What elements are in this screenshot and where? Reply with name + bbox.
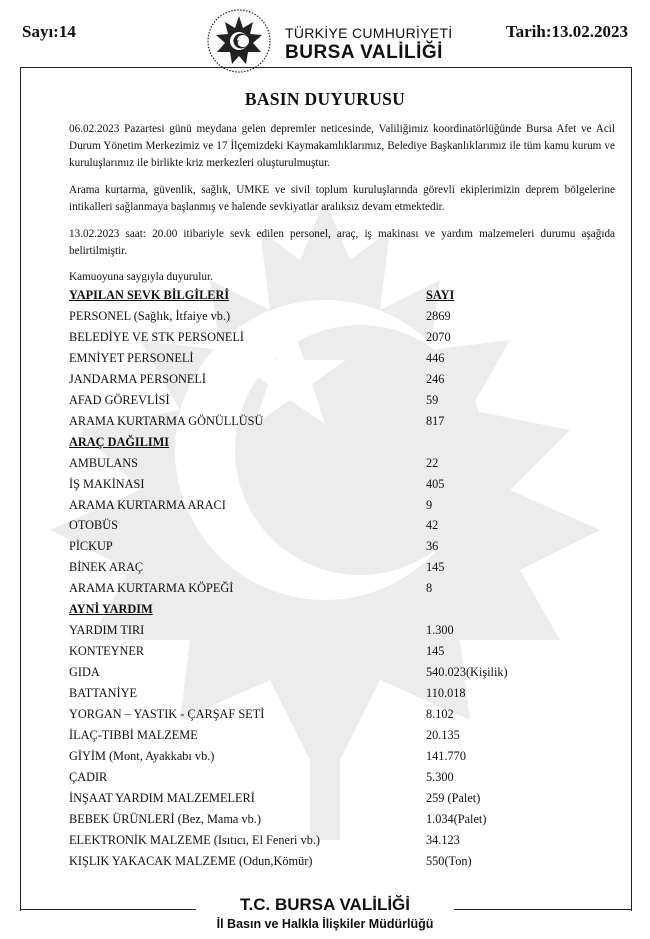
table-row <box>69 749 609 769</box>
item-label: YORGAN – YASTIK - ÇARŞAF SETİ <box>69 707 265 721</box>
table-row <box>69 560 609 580</box>
item-label: AMBULANS <box>69 455 139 470</box>
item-count: 9 <box>426 497 433 512</box>
table-row <box>69 414 609 434</box>
org-name-line1: TÜRKİYE CUMHURİYETİ <box>285 25 453 41</box>
table-row <box>69 309 609 329</box>
section-header-row <box>69 435 609 455</box>
table-row <box>69 854 609 874</box>
item-count: 34.123 <box>426 832 460 847</box>
item-count: 5.300 <box>426 769 454 784</box>
item-count: 2070 <box>426 329 451 344</box>
governorship-emblem-icon <box>206 8 272 74</box>
item-count: 246 <box>426 371 445 386</box>
table-row <box>69 728 609 748</box>
section-header-row <box>69 602 609 622</box>
paragraph-4 <box>69 269 615 286</box>
paragraph-2-text: Arama kurtarma, güvenlik, sağlık, UMKE ve sivil toplum kuruluşlarında görevli ekiplerimizin deprem bölgelerine intikalleri sağlanmaya başlanmış ve halende sevkiyatlar aralıksız devam etmektedir. <box>69 184 615 213</box>
table-row <box>69 791 609 811</box>
item-count: 42 <box>426 518 439 533</box>
table-row <box>69 498 609 518</box>
table-row <box>69 686 609 706</box>
table-row <box>69 644 609 664</box>
table-row <box>69 665 609 685</box>
item-count: 8.102 <box>426 707 454 721</box>
item-count: 446 <box>426 350 445 365</box>
item-count: 59 <box>426 392 439 407</box>
item-count: 110.018 <box>426 686 466 701</box>
item-label: ÇADIR <box>69 769 108 784</box>
item-label: YARDIM TIRI <box>69 623 145 638</box>
table-row <box>69 456 609 476</box>
item-label: ELEKTRONİK MALZEME (Isıtıcı, El Feneri vb.) <box>69 832 321 847</box>
table-row <box>69 539 609 559</box>
item-count: 145 <box>426 644 445 659</box>
table-row <box>69 393 609 413</box>
item-label: BEBEK ÜRÜNLERİ (Bez, Mama vb.) <box>69 811 261 826</box>
section-title: ARAÇ DAĞILIMI <box>69 434 170 449</box>
table-row <box>69 477 609 497</box>
item-label: BELEDİYE VE STK PERSONELİ <box>69 329 244 344</box>
table-row <box>69 707 609 727</box>
item-count: 540.023(Kişilik) <box>426 665 508 680</box>
item-label: BİNEK ARAÇ <box>69 560 144 575</box>
paragraph-3-text: 13.02.2023 saat: 20.00 itibariyle sevk edilen personel, araç, iş makinası ve yardım malzemeleri durumu aşağıda belirtilmiştir. <box>69 228 615 257</box>
section-count-header: SAYI <box>426 288 455 302</box>
table-row <box>69 330 609 350</box>
item-count: 405 <box>426 476 445 491</box>
section-title: YAPILAN SEVK BİLGİLERİ <box>69 288 230 302</box>
item-count: 1.300 <box>426 623 454 638</box>
table-row <box>69 770 609 790</box>
paragraph-1 <box>69 121 615 171</box>
section-title: AYNİ YARDIM <box>69 602 153 617</box>
item-label: İLAÇ-TIBBİ MALZEME <box>69 727 198 742</box>
item-label: JANDARMA PERSONELİ <box>69 371 206 386</box>
item-label: PERSONEL (Sağlık, İtfaiye vb.) <box>69 308 231 323</box>
org-name-line2: BURSA VALİLİĞİ <box>285 42 443 63</box>
item-label: İNŞAAT YARDIM MALZEMELERİ <box>69 790 255 805</box>
item-label: ARAMA KURTARMA ARACI <box>69 497 226 512</box>
item-label: İŞ MAKİNASI <box>69 476 145 491</box>
document-title: BASIN DUYURUSU <box>244 89 406 109</box>
footer-org: T.C. BURSA VALİLİĞİ <box>240 895 410 914</box>
item-label: GİYİM (Mont, Ayakkabı vb.) <box>69 748 215 763</box>
table-row <box>69 372 609 392</box>
item-label: ARAMA KURTARMA KÖPEĞİ <box>69 581 234 596</box>
section-header-row <box>69 288 609 308</box>
table-row <box>69 833 609 853</box>
item-count: 817 <box>426 413 445 428</box>
paragraph-1-text: 06.02.2023 Pazartesi günü meydana gelen depremler neticesinde, Valiliğimiz koordinatörlüğünde Bursa Afet ve Acil Durum Yönetim Merkezimiz ve 17 İlçemizdeki Kaymakamlıklarımız, Belediye Başkanlıklarımız ile tüm kamu kurum ve kuruluşlarımız ile birlikte kriz merkezleri oluşturulmuştur. <box>69 123 615 169</box>
item-count: 22 <box>426 455 439 470</box>
item-count: 550(Ton) <box>426 853 472 868</box>
item-count: 36 <box>426 539 439 554</box>
item-label: AFAD GÖREVLİSİ <box>69 392 170 407</box>
item-count: 145 <box>426 560 445 575</box>
item-count: 141.770 <box>426 748 466 763</box>
table-row <box>69 623 609 643</box>
table-row <box>69 581 609 601</box>
item-label: EMNİYET PERSONELİ <box>69 350 194 365</box>
issue-date: Tarih:13.02.2023 <box>505 22 628 41</box>
item-count: 20.135 <box>426 727 460 742</box>
table-row <box>69 351 609 371</box>
item-label: GIDA <box>69 665 100 680</box>
issue-number: Sayı:14 <box>22 22 76 41</box>
table-row <box>69 812 609 832</box>
item-label: ARAMA KURTARMA GÖNÜLLÜSÜ <box>69 413 264 428</box>
item-label: PİCKUP <box>69 539 113 554</box>
table-row <box>69 518 609 538</box>
item-label: KONTEYNER <box>69 644 145 659</box>
item-label: BATTANİYE <box>69 686 138 701</box>
item-count: 2869 <box>426 308 451 323</box>
item-count: 259 (Palet) <box>426 790 481 805</box>
item-label: OTOBÜS <box>69 518 118 533</box>
paragraph-3 <box>69 226 615 260</box>
item-count: 8 <box>426 581 433 596</box>
footer-department: İl Basın ve Halkla İlişkiler Müdürlüğü <box>216 917 434 931</box>
paragraph-2 <box>69 182 615 216</box>
paragraph-4-text: Kamuoyuna saygıyla duyurulur. <box>69 271 213 283</box>
item-count: 1.034(Palet) <box>426 811 487 826</box>
item-label: KIŞLIK YAKACAK MALZEME (Odun,Kömür) <box>69 853 313 868</box>
